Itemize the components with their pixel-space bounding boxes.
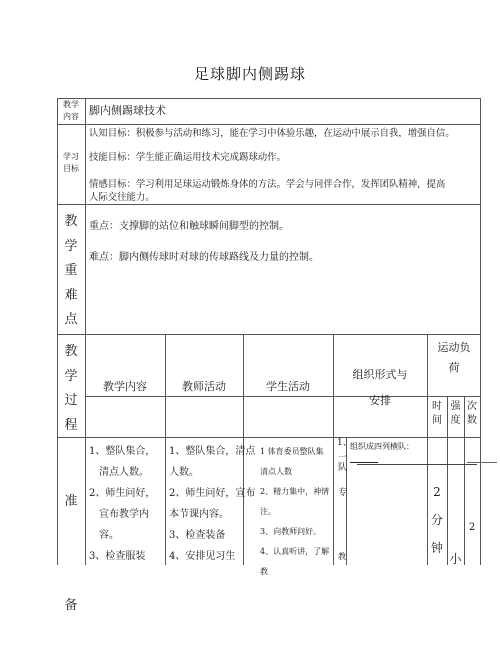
page-title: 足球脚内侧踢球 (193, 65, 306, 83)
process-label: 教 学 过 程 (64, 344, 78, 433)
content-label: 教学 内容 (63, 100, 79, 121)
goals-label: 学习 目标 (63, 152, 79, 173)
formation-edge-icon (467, 462, 497, 463)
header-time: 时 间 (432, 401, 442, 426)
header-content: 教学内容 (103, 380, 147, 393)
skill-goal: 技能目标：学生能正确运用技术完成踢球动作。 (89, 152, 286, 163)
header-teacher: 教师活动 (182, 380, 226, 393)
org-focus: 专 (338, 488, 348, 498)
prep-label: 准 备 (64, 494, 78, 613)
content-value: 脚内侧踢球技术 (89, 104, 166, 117)
prep-teacher: 1、整队集合，清点 人数。 2、师生问好，宣布 本节课内容。 3、检查装备 4、安排见习生 (169, 446, 256, 562)
prep-content: 1、整队集合， 清点人数。 2、师生问好， 宣布教学内 容。 3、检查服装 (89, 446, 156, 562)
prep-intensity: 小 (449, 552, 462, 566)
header-student: 学生活动 (266, 380, 310, 393)
org-mark: 一 (338, 453, 348, 463)
formation-row-icon (357, 464, 477, 465)
header-intensity: 强 度 (450, 401, 461, 426)
header-count: 次 数 (467, 401, 477, 426)
org-step-1: 1、 (337, 438, 352, 448)
emotion-goal-line1: 情感目标：学习利用足球运动锻炼身体的方法。学会与同伴合作，发挥团队精神，提高 (89, 179, 446, 190)
prep-student: 1 体育委员整队集 清点人数 2、精力集中，神情 注。 3、向教师问好。 4、认真听讲，了解教 (260, 447, 330, 576)
lesson-plan-table (57, 98, 481, 613)
cognitive-goal: 认知目标：积极参与活动和练习，能在学习中体验乐趣，在运动中展示自我，增强自信。 (89, 128, 455, 139)
org-team: 队 (338, 463, 348, 473)
header-load: 运动负 荷 (437, 341, 471, 374)
difficult-point: 难点：脚内侧传球时对球的传球路线及力量的控制。 (89, 252, 319, 263)
org-teacher: 教 (338, 552, 346, 561)
prep-count: 2 (468, 522, 476, 533)
emotion-goal-line2: 人际交往能力。 (89, 192, 155, 203)
formation-line-icon (350, 462, 378, 463)
prep-time: 2 分 钟 (430, 485, 443, 555)
key-point: 重点：支撑脚的站位和触球瞬间脚型的控制。 (89, 221, 289, 232)
header-organization: 组织形式与 安排 (352, 368, 408, 407)
org-formation: 组织成四列横队： (350, 442, 414, 451)
focus-label: 教 学 重 难 点 (64, 214, 78, 327)
